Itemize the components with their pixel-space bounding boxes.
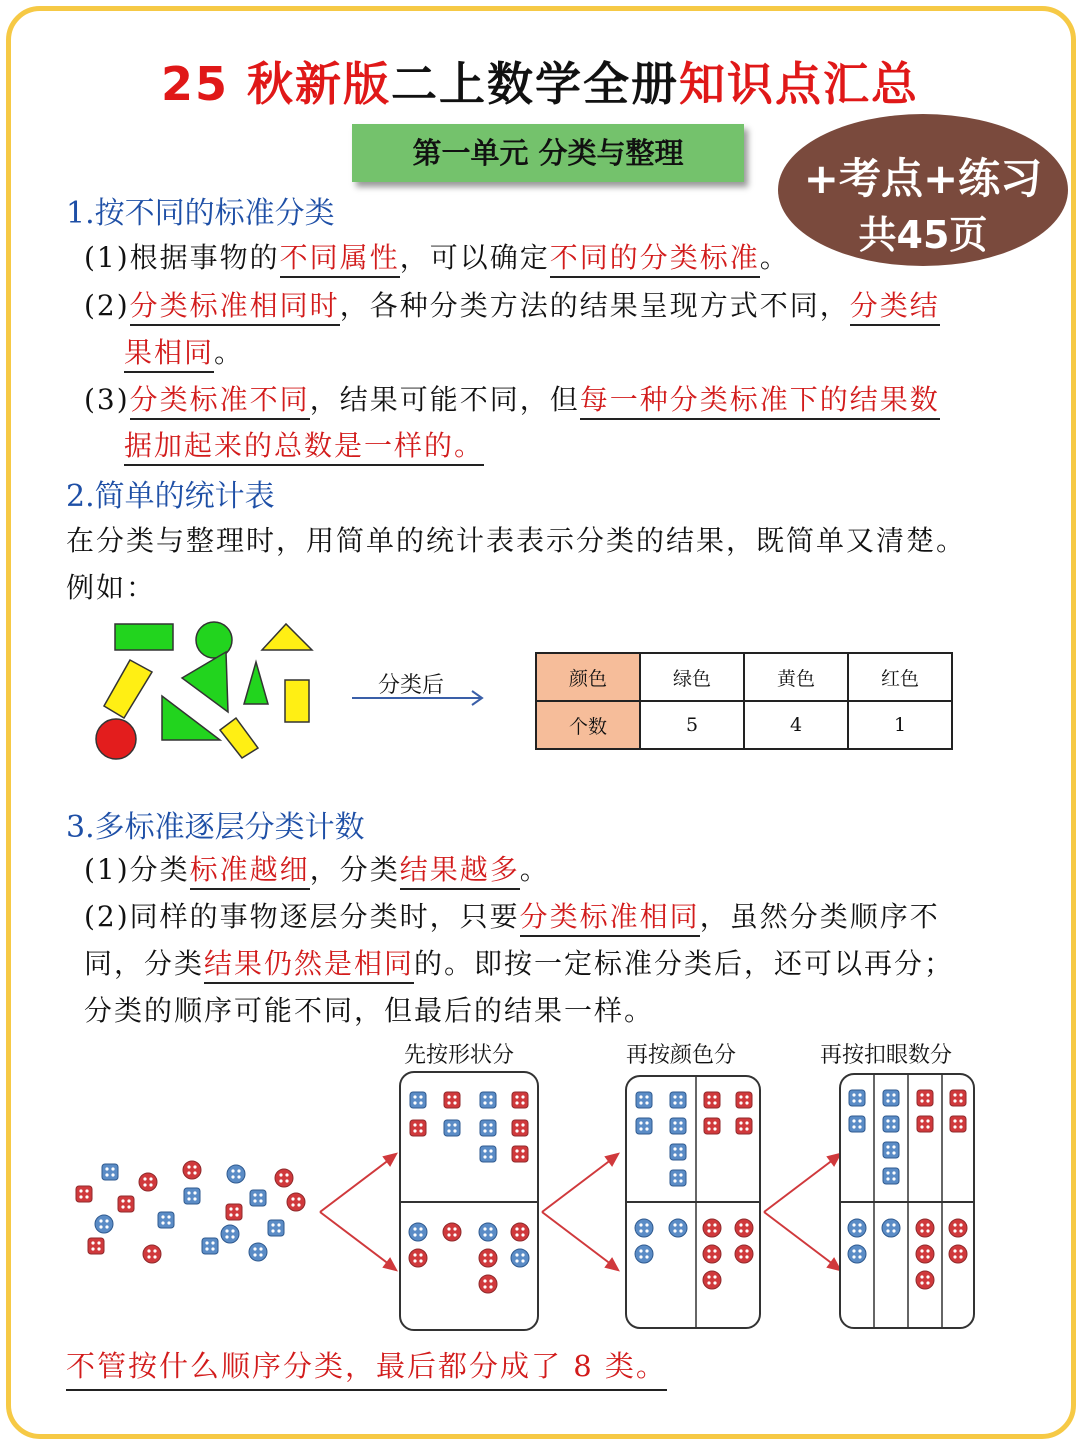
shapes-illustration [80,612,330,762]
title-part-2: 二上数学全册 [391,57,680,111]
highlight: 据加起来的总数是一样的。 [124,429,484,466]
text: (2)同样的事物逐层分类时，只要 [84,900,520,933]
text: ，结果可能不同，但 [309,383,580,416]
box-by-holes [840,1074,974,1328]
stat-table [535,652,953,750]
button-sorting-diagram [60,1066,1000,1336]
sec1-item-2-cont [124,331,244,371]
text: ，虽然分类顺序不 [699,900,940,933]
table-header-cell: 绿色 [640,653,744,701]
label-by-holes: 再按扣眼数分 [820,1043,953,1068]
text: 的。即按一定标准分类后，还可以再分； [414,947,955,980]
split-arrows [320,1154,840,1270]
table-cell: 4 [744,701,848,749]
section-3-heading: 3.多标准逐层分类计数 [66,810,365,845]
highlight: 每一种分类标准下的结果数 [580,383,940,420]
sec3-item-1 [84,848,550,888]
highlight: 不同属性 [280,241,400,278]
label-by-shape: 先按形状分 [404,1043,515,1068]
text: (3) [84,383,130,416]
unit-banner: 第一单元 分类与整理 [352,124,744,182]
text: (1)分类 [84,853,190,886]
section-1-heading: 1.按不同的标准分类 [66,196,335,231]
text: ，可以确定 [399,241,550,274]
table-cell: 1 [848,701,952,749]
table-header-cell: 颜色 [536,653,640,701]
title-part-1: 25 秋新版 [160,57,392,111]
sec3-item-2-line2 [84,942,954,982]
footer-conclusion: 不管按什么顺序分类，最后都分成了 8 类。 [66,1344,667,1391]
table-header-cell: 红色 [848,653,952,701]
sec3-item-2-line3: 分类的顺序可能不同，但最后的结果一样。 [84,994,655,1027]
sec2-example: 例如： [66,571,157,604]
highlight: 结果越多 [400,853,520,890]
table-row [536,653,952,701]
text: (1)根据事物的 [84,241,280,274]
table-row [536,701,952,749]
scattered-buttons [76,1161,305,1263]
sec2-text: 在分类与整理时，用简单的统计表表示分类的结果，既简单又清楚。 [66,524,967,557]
text: 。 [519,853,550,886]
sec1-item-1 [84,236,790,276]
highlight: 分类标准相同 [520,900,700,937]
sec1-item-2 [84,284,940,324]
text: ，分类 [309,853,400,886]
table-row-label: 个数 [536,701,640,749]
badge-line-1: +考点+练习 [803,154,1043,203]
highlight: 结果仍然是相同 [204,947,414,984]
highlight: 标准越细 [190,853,310,890]
text: 同，分类 [84,947,205,980]
text: 。 [214,336,245,369]
section-2-heading: 2.简单的统计表 [66,479,275,514]
arrow-label: 分类后 [378,673,445,698]
table-header-cell: 黄色 [744,653,848,701]
sec3-item-2 [84,895,940,935]
title-part-3: 知识点汇总 [679,57,920,111]
highlight: 不同的分类标准 [550,241,760,278]
text: (2) [84,289,130,322]
highlight: 果相同 [124,336,214,373]
box-by-shape [400,1072,538,1330]
sec1-item-3-cont [124,424,484,464]
box-by-color [626,1076,760,1328]
page-title [0,48,1080,114]
right-arrow-icon [350,688,490,708]
highlight: 分类结 [850,289,940,326]
highlight: 分类标准相同时 [130,289,340,326]
promo-badge [778,114,1068,266]
label-by-color: 再按颜色分 [626,1043,737,1068]
sec1-item-3 [84,378,940,418]
table-cell: 5 [640,701,744,749]
text: ，各种分类方法的结果呈现方式不同， [339,289,850,322]
highlight: 分类标准不同 [130,383,310,420]
badge-line-2: 共45页 [858,213,988,257]
text: 。 [759,241,790,274]
